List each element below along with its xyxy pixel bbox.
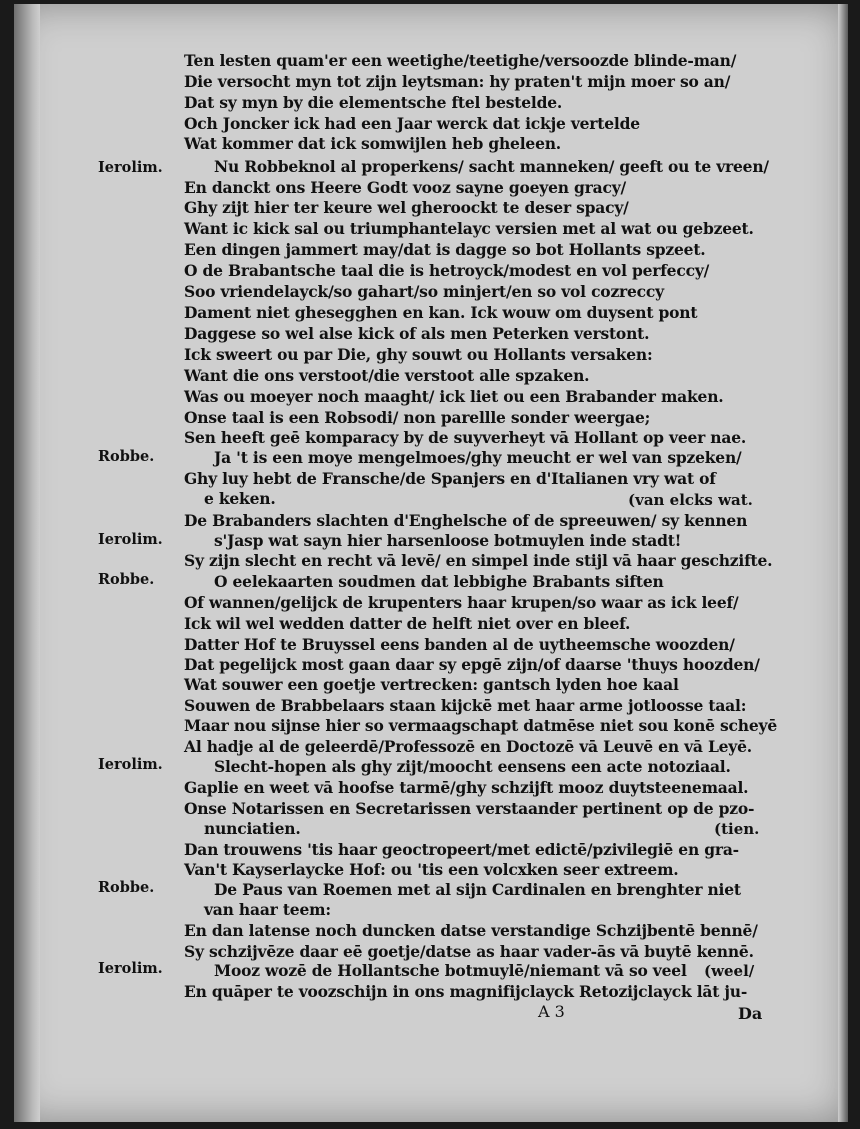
verse-line: Die versocht myn tot zijn leytsman: hy praten't mijn moer so an/ <box>184 72 731 91</box>
verse-line: Daggese so wel alse kick of als men Peterken verstont. <box>184 324 650 343</box>
verse-line: Onse Notarissen en Secretarissen verstaander pertinent op de pzo- <box>184 799 755 818</box>
verse-line: nunciatien. <box>204 819 301 838</box>
verse-line: Ick wil wel wedden datter de helft niet over en bleef. <box>184 614 631 633</box>
book-page <box>14 4 848 1122</box>
verse-line: Slecht-hopen als ghy zijt/moocht eensens een acte notoziaal. <box>214 757 731 776</box>
verse-line: Nu Robbeknol al properkens/ sacht manneken/ geeft ou te vreen/ <box>214 157 769 176</box>
speaker-name: Ierolim. <box>98 531 163 548</box>
verse-line: O de Brabantsche taal die is hetroyck/modest en vol perfeccy/ <box>184 261 710 280</box>
catchword: Da <box>738 1004 763 1023</box>
verse-line: Of wannen/gelijck de krupenters haar krupen/so waar as ick leef/ <box>184 593 739 612</box>
verse-line: Sy zijn slecht en recht vā levē/ en simpel inde stijl vā haar geschzifte. <box>184 551 773 570</box>
verse-line: Maar nou sijnse hier so vermaagschapt datmēse niet sou konē scheyē <box>184 716 777 735</box>
verse-line: Dat pegelijck most gaan daar sy epgē zijn/of daarse 'thuys hoozden/ <box>184 655 760 674</box>
verse-line: Want die ons verstoot/die verstoot alle spzaken. <box>184 366 590 385</box>
verse-line: s'Jasp wat sayn hier harsenloose botmuylen inde stadt! <box>214 531 682 550</box>
verse-line: Al hadje al de geleerdē/Professozē en Doctozē vā Leuvē en vā Leyē. <box>184 737 752 756</box>
verse-line: En danckt ons Heere Godt vooz sayne goeyen gracy/ <box>184 178 626 197</box>
verse-line: Een dingen jammert may/dat is dagge so bot Hollants spzeet. <box>184 240 706 259</box>
speaker-name: Robbe. <box>98 448 155 465</box>
verse-line: Dan trouwens 'tis haar geoctropeert/met edictē/pzivilegiē en gra- <box>184 840 739 859</box>
speaker-name: Ierolim. <box>98 756 163 773</box>
verse-line: Datter Hof te Bruyssel eens banden al de uytheemsche woozden/ <box>184 635 735 654</box>
verse-line: Gaplie en weet vā hoofse tarmē/ghy schzijft mooz duytsteenemaal. <box>184 778 749 797</box>
verse-line: Sen heeft geē komparacy by de suyverheyt vā Hollant op veer nae. <box>184 428 747 447</box>
verse-line: Och Joncker ick had een Jaar werck dat ickje vertelde <box>184 114 640 133</box>
carryover-text: (tien. <box>714 820 760 838</box>
verse-line: Ick sweert ou par Die, ghy souwt ou Hollants versaken: <box>184 345 653 364</box>
signature-mark: A 3 <box>538 1002 565 1021</box>
verse-line: O eelekaarten soudmen dat lebbighe Brabants siften <box>214 572 664 591</box>
verse-line: Mooz wozē de Hollantsche botmuylē/niemant vā so veel <box>214 961 687 980</box>
verse-line: Dament niet ghesegghen en kan. Ick wouw om duysent pont <box>184 303 698 322</box>
verse-line: Ghy zijt hier ter keure wel gheroockt te deser spacy/ <box>184 198 629 217</box>
speaker-name: Robbe. <box>98 571 155 588</box>
verse-line: e keken. <box>204 489 276 508</box>
verse-line: Wat kommer dat ick somwijlen heb gheleen. <box>184 134 561 153</box>
verse-line: van haar teem: <box>204 900 331 919</box>
verse-line: Ten lesten quam'er een weetighe/teetighe/versoozde blinde-man/ <box>184 51 737 70</box>
verse-line: Sy schzijvēze daar eē goetje/datse as haar vader-ās vā buytē kennē. <box>184 942 754 961</box>
verse-line: Want ic kick sal ou triumphantelayc versien met al wat ou gebzeet. <box>184 219 754 238</box>
verse-line: En quāper te voozschijn in ons magnifijclayck Retozijclayck lāt ju- <box>184 982 748 1001</box>
verse-line: Onse taal is een Robsodi/ non parellle sonder weergae; <box>184 408 651 427</box>
verse-line: Was ou moeyer noch maaght/ ick liet ou een Brabander maken. <box>184 387 724 406</box>
speaker-name: Ierolim. <box>98 159 163 176</box>
carryover-text: (weel/ <box>704 962 755 980</box>
verse-line: De Brabanders slachten d'Enghelsche of de spreeuwen/ sy kennen <box>184 511 748 530</box>
verse-line: Wat souwer een goetje vertrecken: gantsch lyden hoe kaal <box>184 675 679 694</box>
carryover-text: (van elcks wat. <box>628 491 753 509</box>
verse-line: Van't Kayserlaycke Hof: ou 'tis een volcxken seer extreem. <box>184 860 679 879</box>
verse-line: Dat sy myn by die elementsche ftel bestelde. <box>184 93 563 112</box>
verse-line: De Paus van Roemen met al sijn Cardinalen en brenghter niet <box>214 880 741 899</box>
verse-line: Souwen de Brabbelaars staan kijckē met haar arme jotloosse taal: <box>184 696 747 715</box>
verse-line: Ghy luy hebt de Fransche/de Spanjers en d'Italianen vry wat of <box>184 469 716 488</box>
verse-line: En dan latense noch duncken datse verstandige Schzijbentē bennē/ <box>184 921 758 940</box>
verse-line: Ja 't is een moye mengelmoes/ghy meucht er wel van spzeken/ <box>214 448 742 467</box>
verse-line: Soo vriendelayck/so gahart/so minjert/en so vol cozreccy <box>184 282 664 301</box>
speaker-name: Ierolim. <box>98 960 163 977</box>
speaker-name: Robbe. <box>98 879 155 896</box>
